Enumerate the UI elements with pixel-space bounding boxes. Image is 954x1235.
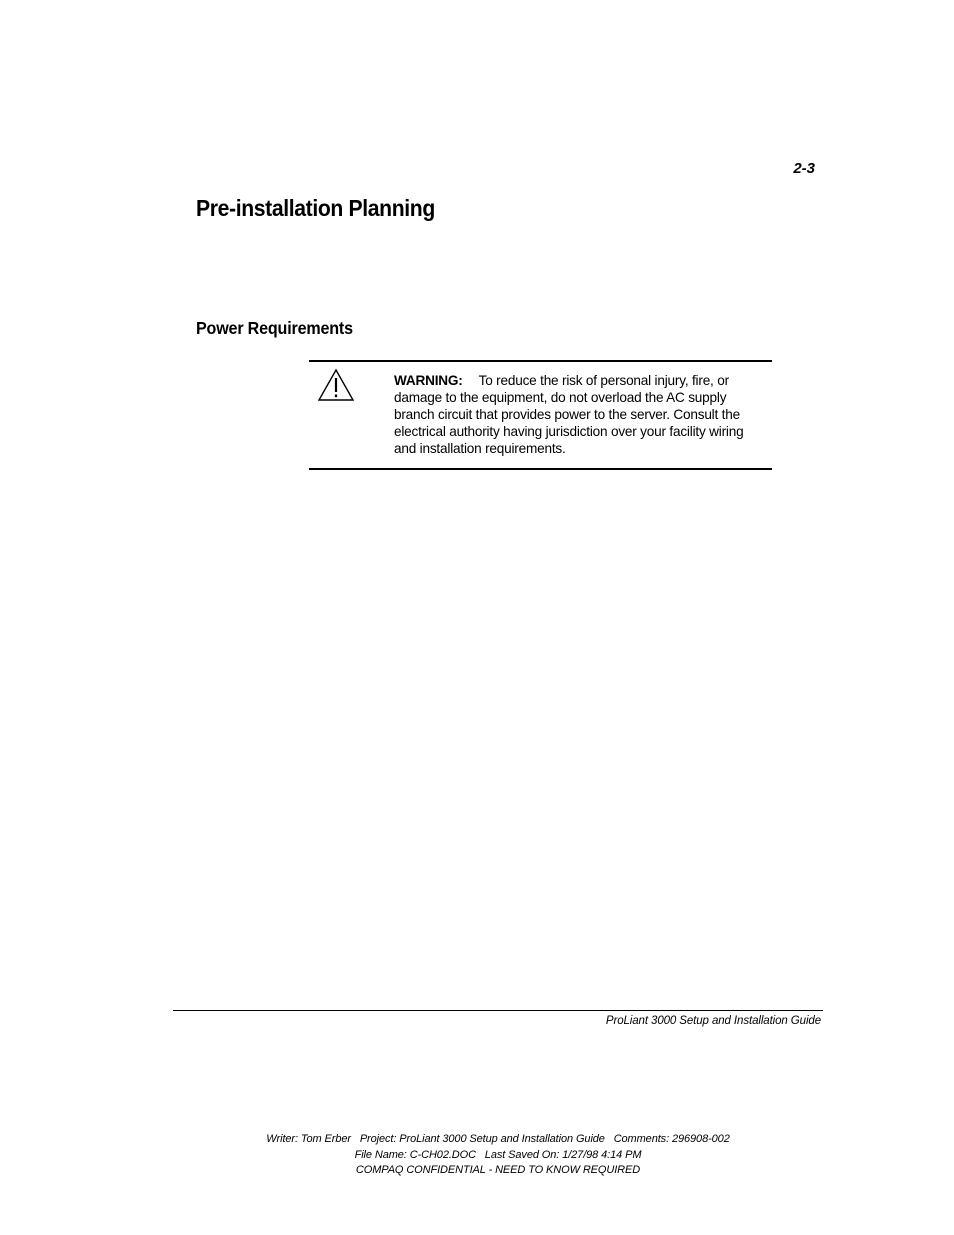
footer-meta-line-1: Writer: Tom Erber Project: ProLiant 3000 Setup and Installation Guide Comments: 296908-002 <box>266 1133 730 1145</box>
section-heading: Power Requirements <box>196 318 353 338</box>
page-number: 2-3 <box>793 160 815 177</box>
footer-guide-title: ProLiant 3000 Setup and Installation Guide <box>605 1015 821 1027</box>
page-title: Pre-installation Planning <box>196 195 435 221</box>
warning-box <box>309 360 772 470</box>
footer-meta-line-3: COMPAQ CONFIDENTIAL - NEED TO KNOW REQUIRED <box>355 1164 641 1176</box>
warning-text <box>394 372 769 457</box>
footer-meta-line-2: File Name: C-CH02.DOC Last Saved On: 1/27/98 4:14 PM <box>354 1149 642 1161</box>
warning-label: WARNING: <box>394 373 463 388</box>
warning-triangle-icon <box>317 368 355 402</box>
warning-body: To reduce the risk of personal injury, fire, or damage to the equipment, do not overload the AC supply branch circuit that provides power to the server. Consult the electrical authority having jurisdiction over your facility wiring and installation requirements. <box>394 373 744 456</box>
footer-divider <box>173 1010 823 1011</box>
